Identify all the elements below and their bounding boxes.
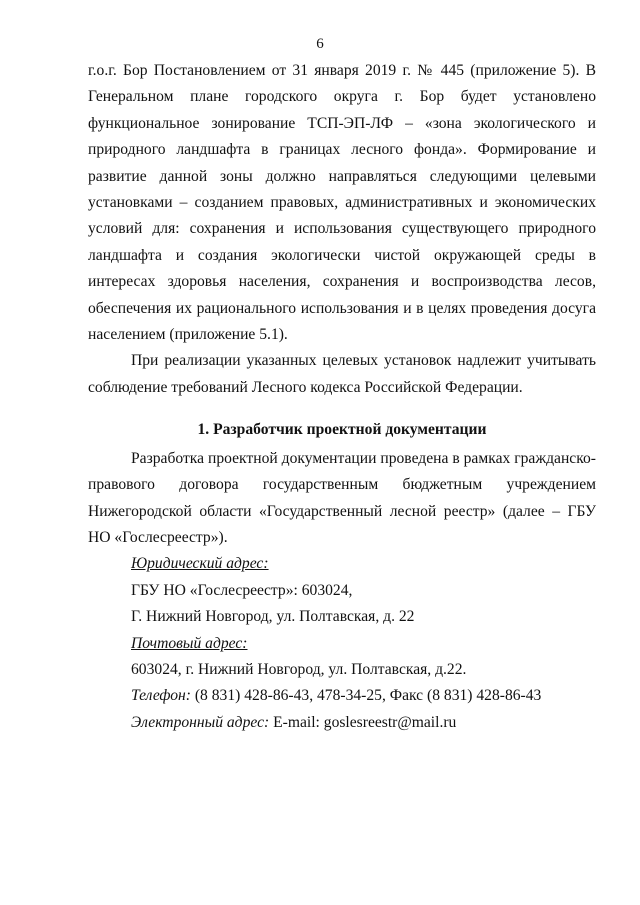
email-label: Электронный адрес: — [131, 713, 270, 731]
paragraph-requirements: При реализации указанных целевых установок надлежит учитывать соблюдение требований Лесного кодекса Российской Федерации. — [88, 352, 596, 396]
paragraph-zoning: г.о.г. Бор Постановлением от 31 января 2019 г. № 445 (приложение 5). В Генеральном плане городского округа г. Бор будет установлено функциональное зонирование ТСП-ЭП-ЛФ – «зона экологического и природного ландшафта в границах лесного фонда». Формирование и развитие данной зоны должно направляться следующими целевыми установками – созданием правовых, административных и экономических условий для: сохранения и использования существующего природного ландшафта и создания экологически чистой окружающей среды в интересах здоровья населения, сохранения и воспроизводства лесов, обеспечения их рационального использования и в целях проведения досуга населением (приложение 5.1). — [88, 62, 596, 344]
phone-line — [131, 683, 596, 709]
legal-address-line-1: ГБУ НО «Гослесрееcтр»: 603024, — [131, 581, 353, 599]
page-number: 6 — [316, 36, 324, 52]
email-value: E-mail: goslesreestr@mail.ru — [269, 713, 457, 731]
document-body — [88, 58, 596, 736]
legal-address-label: Юридический адрес: — [131, 555, 269, 573]
section-title: 1. Разработчик проектной документации — [197, 421, 487, 439]
paragraph-developer: Разработка проектной документации проведена в рамках гражданско-правового договора государственным бюджетным учреждением Нижегородской области «Государственный лесной реестр» (далее – ГБУ НО «Гослесреестр»). — [88, 449, 596, 546]
phone-label: Телефон: — [131, 687, 191, 705]
phone-value: (8 831) 428-86-43, 478-34-25, Факс (8 831) 428-86-43 — [190, 687, 542, 705]
email-line — [131, 710, 596, 736]
legal-address-line-2: Г. Нижний Новгород, ул. Полтавская, д. 22 — [131, 608, 415, 626]
postal-address: 603024, г. Нижний Новгород, ул. Полтавская, д.22. — [131, 660, 467, 678]
postal-address-label: Почтовый адрес: — [131, 634, 248, 652]
